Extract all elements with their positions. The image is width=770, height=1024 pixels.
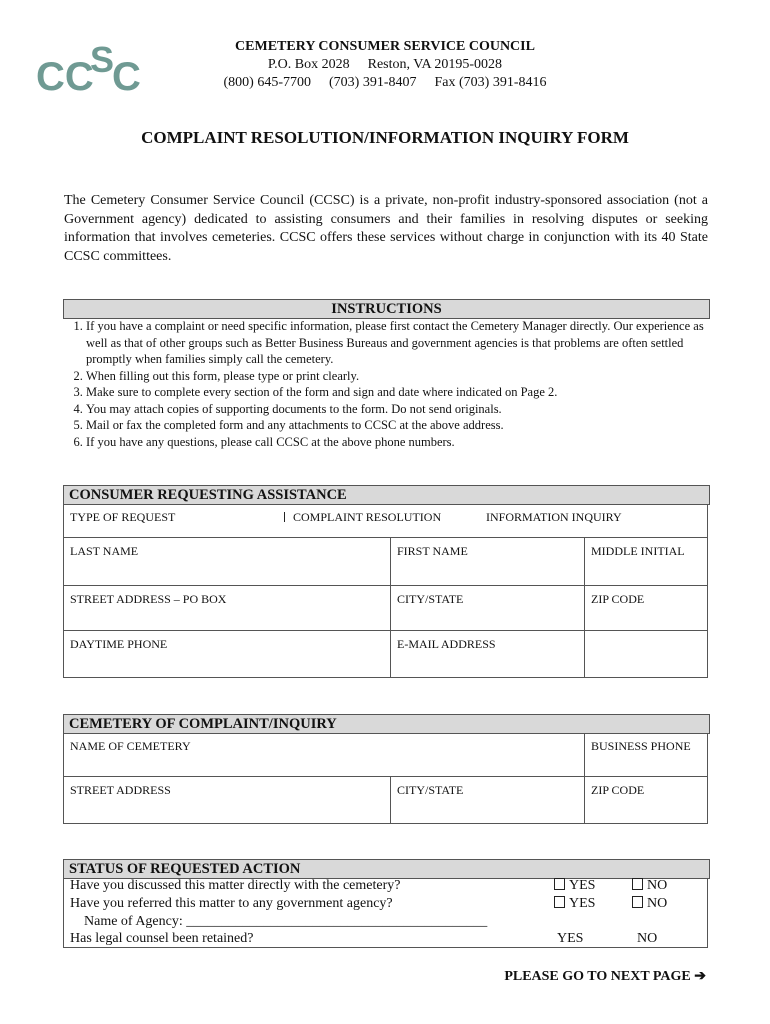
instructions-heading: INSTRUCTIONS (63, 299, 710, 319)
middle-initial-field[interactable]: MIDDLE INITIAL (584, 538, 685, 585)
svg-text:S: S (90, 39, 115, 80)
daytime-phone-field[interactable]: DAYTIME PHONE (70, 637, 168, 651)
last-name-field[interactable]: LAST NAME (70, 544, 139, 558)
question-referred: Have you referred this matter to any government agency? (70, 896, 393, 911)
cemetery-heading: CEMETERY OF COMPLAINT/INQUIRY (63, 714, 710, 734)
zip-code-field[interactable]: ZIP CODE (584, 586, 644, 630)
checkbox-icon[interactable] (632, 896, 643, 908)
instruction-item: 4. You may attach copies of supporting documents to the form. Do not send originals. (86, 401, 706, 418)
svg-text:C: C (112, 55, 141, 98)
type-of-request-label: TYPE OF REQUEST (70, 510, 176, 524)
instructions-list (70, 318, 706, 450)
complaint-resolution-option[interactable]: COMPLAINT RESOLUTION (278, 504, 441, 537)
blank-cell (584, 631, 591, 677)
question-legal: Has legal counsel been retained? (70, 931, 254, 946)
cemetery-zip-field[interactable]: ZIP CODE (584, 777, 644, 823)
instruction-item: 5. Mail or fax the completed form and any attachments to CCSC at the above address. (86, 417, 706, 434)
checkbox-icon[interactable] (554, 878, 565, 890)
instruction-item: 3. Make sure to complete every section of the form and sign and date where indicated on Page 2. (86, 384, 706, 401)
street-address-field[interactable]: STREET ADDRESS – PO BOX (70, 592, 227, 606)
business-phone-field[interactable]: BUSINESS PHONE (584, 733, 691, 776)
ccsc-logo (36, 38, 148, 98)
letterhead (150, 38, 620, 92)
question-discussed: Have you discussed this matter directly with the cemetery? (70, 878, 401, 893)
cemetery-city-state-field[interactable]: CITY/STATE (390, 777, 463, 823)
cemetery-name-field[interactable]: NAME OF CEMETERY (70, 739, 191, 753)
checkbox-icon[interactable] (284, 512, 289, 522)
cemetery-table (63, 733, 708, 824)
po-box: P.O. Box 2028 (267, 57, 350, 72)
agency-name-field[interactable]: Name of Agency: ___________________________________________ (84, 914, 488, 929)
email-field[interactable]: E-MAIL ADDRESS (390, 631, 496, 677)
phone-2: (703) 391-8407 (329, 75, 417, 90)
phone-1: (800) 645-7700 (223, 75, 311, 90)
instruction-item: 6. If you have any questions, please call CCSC at the above phone numbers. (86, 434, 706, 451)
status-heading: STATUS OF REQUESTED ACTION (63, 859, 710, 879)
referred-yes[interactable]: YES (554, 896, 595, 912)
org-name: CEMETERY CONSUMER SERVICE COUNCIL (235, 39, 535, 54)
information-inquiry-option[interactable]: INFORMATION INQUIRY (486, 510, 622, 524)
city: Reston, VA 20195-0028 (367, 57, 503, 72)
checkbox-icon[interactable] (632, 878, 643, 890)
legal-no[interactable]: NO (637, 931, 658, 946)
instruction-item: 1. If you have a complaint or need specific information, please first contact the Cemetery Manager directly. Our experience as well as that of other groups such as Better Business Bureaus and government agencies is that problems are often settled promptly when families simply call the cemetery. (86, 318, 706, 368)
consumer-heading: CONSUMER REQUESTING ASSISTANCE (63, 485, 710, 505)
status-table (63, 878, 708, 948)
discussed-no[interactable]: NO (632, 878, 667, 894)
referred-no[interactable]: NO (632, 896, 667, 912)
city-state-field[interactable]: CITY/STATE (390, 586, 463, 630)
cemetery-street-field[interactable]: STREET ADDRESS (70, 783, 171, 797)
first-name-field[interactable]: FIRST NAME (390, 538, 468, 585)
svg-text:CC: CC (36, 55, 94, 98)
instruction-item: 2. When filling out this form, please type or print clearly. (86, 368, 706, 385)
next-page-note: PLEASE GO TO NEXT PAGE ➔ (504, 969, 706, 984)
fax: Fax (703) 391-8416 (434, 75, 547, 90)
checkbox-icon[interactable] (554, 896, 565, 908)
discussed-yes[interactable]: YES (554, 878, 595, 894)
legal-yes[interactable]: YES (557, 931, 584, 946)
consumer-table (63, 504, 708, 678)
form-title: COMPLAINT RESOLUTION/INFORMATION INQUIRY FORM (141, 128, 629, 147)
intro-paragraph: The Cemetery Consumer Service Council (CCSC) is a private, non-profit industry-sponsored association (not a Government agency) dedicated to assisting consumers and their families in resolving disputes or seeking information that involves cemeteries. CCSC offers these services without charge in conjunction with its 40 State CCSC committees. (64, 193, 708, 264)
